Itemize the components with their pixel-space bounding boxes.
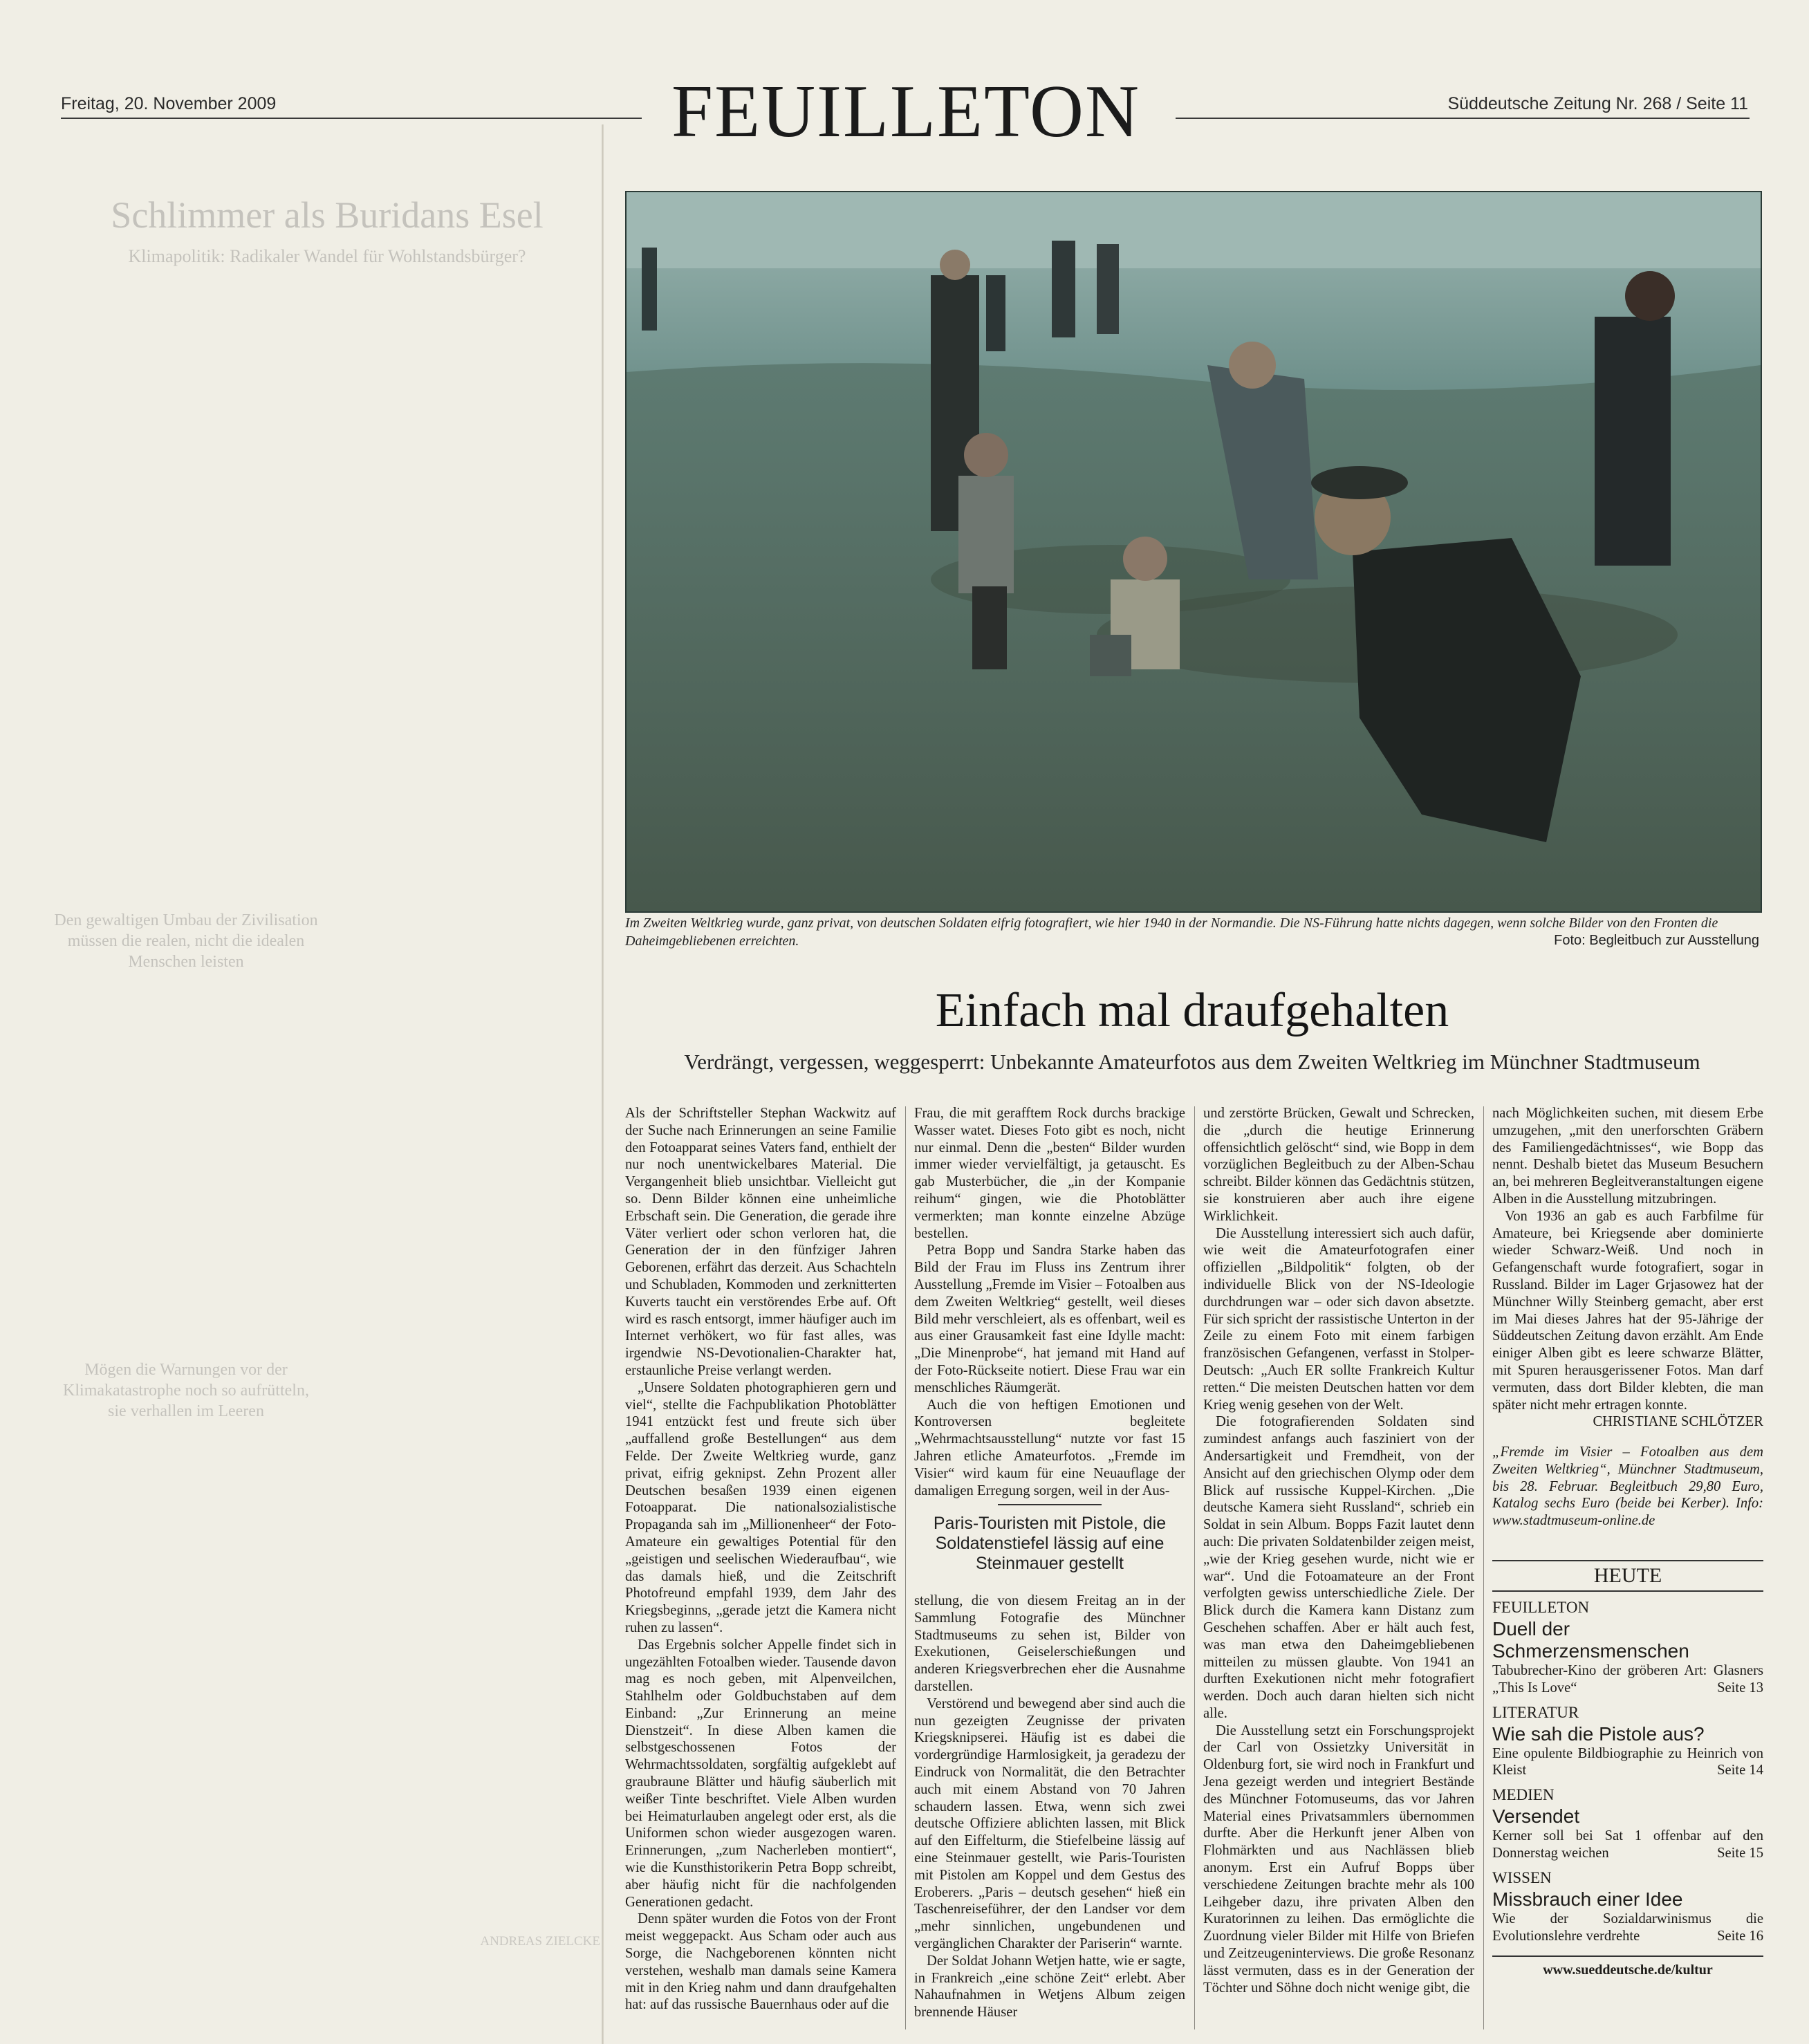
today-page: Seite 15 xyxy=(1717,1845,1763,1861)
left-page-column xyxy=(54,288,318,1949)
paragraph: Denn später wurden die Fotos von der Front meist weggepackt. Aus Scham oder auch aus Sorge, die Nachgeborenen könnten nicht verstehen, weshalb man damals seine Kamera mit in den Krieg nahm und dann draufgehalten hat: auf das russische Bauernhaus oder auf die xyxy=(625,1911,896,2013)
pullquote-rule xyxy=(998,1504,1102,1505)
article-column-2 xyxy=(914,1105,1185,1503)
today-desc: Wie der Sozialdarwinismus die Evolutionslehre verdrehte xyxy=(1492,1911,1763,1944)
today-item xyxy=(1492,1828,1763,1862)
paragraph: Das Ergebnis solcher Appelle findet sich in ungezählten Fotoalben wieder. Tausende davon mag es noch geben, mit Alpenveilchen, Stahlhelm oder Goldbuchstaben auf dem Einband: „Zur Erinnerung an meine Dienstzeit“. In diese Alben kamen die selbstgeschossenen Fotos der Wehrmachtssoldaten, sorgfältig aufgeklebt auf graubraune Blätter und häufig säuberlich mit weißer Tinte beschriftet. Viele Alben wurden bei Heimaturlauben angelegt oder erst, als die Uniformen schon wieder ausgezogen waren. Erinnerungen, „zum Nacherleben montiert“, wie die Kunsthistorikerin Petra Bopp schreibt, aber häufig nicht für die nachfolgenden Generationen gedacht. xyxy=(625,1637,896,1910)
left-page-pullquote: Mögen die Warnungen vor der Klimakatastrophe noch so aufrütteln, sie verhallen im Leeren xyxy=(63,1361,309,1420)
today-index xyxy=(1492,1560,1763,1978)
today-title: Missbrauch einer Idee xyxy=(1492,1888,1683,1910)
today-item xyxy=(1492,1745,1763,1780)
paragraph: Die Ausstellung setzt ein Forschungsprojekt der Carl von Ossietzky Universität in Oldenburg fort, sie wird noch in Frankfurt und Jena gezeigt werden und integriert Bestände des Münchner Fotomuseums, das vor Jahren Material eines Privatsammlers übernommen durfte. Aber die Herkunft jener Alben von Flohmärkten und aus Nachlässen blieb anonym. Erst ein Aufruf Bopps über verschiedene Zeitungen brachte mehr als 100 Leihgeber dazu, ihre privaten Alben den Kuratorinnen zu leihen. Das ermöglichte die Zuordnung vieler Bilder mit Hilfe von Briefen und Zeitzeugeninterviews. Die große Resonanz lässt vermuten, dass es in der Generation der Töchter und Söhne doch nicht wenige gibt, die xyxy=(1203,1722,1474,1996)
photo-caption: Im Zweiten Weltkrieg wurde, ganz privat, von deutschen Soldaten eifrig fotografiert, wie hier 1940 in der Normandie. Die NS-Führung hatte nichts dagegen, wenn solche Bilder von den Fronten die Daheimgebliebenen erreichten. xyxy=(625,916,1718,949)
paragraph: und zerstörte Brücken, Gewalt und Schrecken, die „durch die heutige Erinnerung offensichtlich gelöscht“ sind, wie Bopp in dem vorzüglichen Begleitbuch zu der Alben-Schau schreibt. Bilder können das Gedächtnis stützen, sie konstruieren aber auch ihre eigene Wirklichkeit. xyxy=(1203,1106,1474,1224)
today-desc: Tabubrecher-Kino der gröberen Art: Glasners „This Is Love“ xyxy=(1492,1663,1763,1695)
left-page-author: ANDREAS ZIELCKE xyxy=(480,1934,600,1949)
left-page-column xyxy=(336,288,600,1949)
paragraph: Die Ausstellung interessiert sich auch dafür, wie weit die Amateurfotografen einer offiziellen „Bildpolitik“ folgten, ob der individuelle Blick von der NS-Ideologie durchdrungen war – oder sich davon absetzte. Für sich spricht der rassistische Unterton in der Zeile zu einem Foto mit einem farbigen französischen Gefangenen, verfasst in Stolper-Deutsch: „Auch ER sollte Frankreich Kultur retten.“ Die meisten Deutschen hatten vor dem Krieg wenig gesehen von der Welt. xyxy=(1203,1225,1474,1413)
today-item xyxy=(1492,1662,1763,1697)
today-desc: Kerner soll bei Sat 1 offenbar auf den Donnerstag weichen xyxy=(1492,1828,1763,1861)
column-rule xyxy=(1194,1106,1195,2029)
exhibition-info: „Fremde im Visier – Fotoalben aus dem Zweiten Weltkrieg“, Münchner Stadtmuseum, bis 28. Februar. Begleitbuch 29,80 Euro, Katalog sechs Euro (beide bei Kerber). Info: www.stadtmuseum-online.de xyxy=(1492,1444,1763,1529)
paragraph: Verstörend und bewegend aber sind auch die nun gezeigten Zeugnisse der privaten Kriegsknipserei. Häufig ist es dabei die vordergründige Harmlosigkeit, ja geradezu der Eindruck von Normalität, die den Betrachter auch mit einem Abstand von 70 Jahren schaudern lassen. Etwa, wenn sich zwei deutsche Offiziere ablichten lassen, mit Blick auf den Eiffelturm, die Stiefelbeine lässig auf eine Steinmauer gestellt, wie Paris-Touristen mit Pistolen am Koppel und dem Gestus des Eroberers. „Paris – deutsch gesehen“ hieß ein Taschenreiseführer, der den Landser vor dem „mehr sinnlichen, ungebundenen und vergänglichen Charakter der Pariserin“ warnte. xyxy=(914,1695,1185,1951)
edition-info: Süddeutsche Zeitung Nr. 268 / Seite 11 xyxy=(1447,94,1748,113)
paragraph: Die fotografierenden Soldaten sind zumindest anfangs auch fasziniert von der Andersartigkeit und Fremdheit, von der Ansicht auf den griechischen Olymp oder dem Blick auf russische Kuppel-Kirchen. „Die deutsche Kamera sieht Russland“, schrieb ein Soldat in sein Album. Bopps Fazit lautet denn auch: Die privaten Soldatenbilder zeigen meist, „wie der Krieg gesehen wurde, nicht wie er war“. Und die Fotoamateure an der Front verfolgten gewiss unterschiedliche Ziele. Der Blick durch die Kamera kann Distanz zum Geschehen schaffen. Aber er hält auch fest, was man etwa den Daheimgebliebenen mitteilen zu müssen glaubte. Von 1941 an durften Exekutionen nicht mehr fotografiert werden. Doch auch daran hielten sich nicht alle. xyxy=(1203,1414,1474,1721)
article-photo xyxy=(625,191,1762,913)
section-masthead: FEUILLETON xyxy=(671,71,1140,153)
column-rule xyxy=(905,1106,906,2029)
page-fold xyxy=(602,124,604,2044)
article-author: CHRISTIANE SCHLÖTZER xyxy=(1593,1414,1763,1430)
beach-scene-illustration xyxy=(627,192,1761,911)
left-page-title: Schlimmer als Buridans Esel xyxy=(111,194,544,236)
today-section: FEUILLETON xyxy=(1492,1599,1590,1616)
today-section: MEDIEN xyxy=(1492,1786,1555,1804)
left-page-pullquote: Den gewaltigen Umbau der Zivilisation müssen die realen, nicht die idealen Menschen leisten xyxy=(54,911,318,971)
paragraph: nach Möglichkeiten suchen, mit diesem Erbe umzugehen, „mit den unerforschten Gräbern des Familiengedächtnisses“, wie Bopp das nennt. Deshalb bietet das Museum Besuchern an, bei mehreren Begleitveranstaltungen eigene Alben in die Ausstellung mitzubringen. xyxy=(1492,1106,1763,1207)
today-section: WISSEN xyxy=(1492,1868,1552,1886)
paragraph: Auch die von heftigen Emotionen und Kontroversen begleitete „Wehrmachtsausstellung“ nutzte vor fast 15 Jahren etliche Amateurfotos. „Fremde im Visier“ wird kaum für eine Neuauflage der damaligen Erregung sorgen, weil in der Aus- xyxy=(914,1397,1185,1498)
photo-credit: Foto: Begleitbuch zur Ausstellung xyxy=(1554,933,1759,948)
today-page: Seite 16 xyxy=(1717,1928,1763,1944)
paragraph: Der Soldat Johann Wetjen hatte, wie er sagte, in Frankreich „eine schöne Zeit“ erlebt. Aber Nahaufnahmen in Wetjens Album zeigen brennende Häuser xyxy=(914,1953,1185,2020)
paragraph: „Unsere Soldaten photographieren gern und viel“, stellte die Fachpublikation Photoblätter 1941 entzückt fest und freute sich über „auffallend große Bestellungen“ aus dem Felde. Der Zweite Weltkrieg wurde, ganz privat, eifrig geknipst. Zehn Prozent aller Deutschen besaßen 1939 einen eigenen Fotoapparat. Die nationalsozialistische Propaganda sah im „Millionenheer“ der Foto-Amateure ein gewaltiges Potential für den „geistigen und seelischen Wiederaufbau“, wie das damals hieß, und die Zeitschrift Photofreund empfahl 1939, dem Jahr des Kriegsbeginns, „gerade jetzt die Kamera nicht ruhen zu lassen“. xyxy=(625,1379,896,1635)
article-pullquote xyxy=(914,1504,1185,1574)
article-subheadline: Verdrängt, vergessen, weggesperrt: Unbekannte Amateurfotos aus dem Zweiten Weltkrieg im Münchner Stadtmuseum xyxy=(684,1050,1700,1074)
left-page-subtitle: Klimapolitik: Radikaler Wandel für Wohlstandsbürger? xyxy=(128,246,526,266)
today-page: Seite 13 xyxy=(1717,1680,1763,1695)
paragraph: Frau, die mit gerafftem Rock durchs brackige Wasser watet. Dieses Foto gibt es noch, nicht nur einmal. Denn die „besten“ Bilder wurden immer wieder vervielfältigt, ja getauscht. Es gab Musterbücher, die „in der Kompanie reihum“ gingen, wie die Photoblätter vermerkten; man konnte einzelne Abzüge bestellen. xyxy=(914,1106,1185,1241)
today-label: HEUTE xyxy=(1492,1560,1763,1592)
today-title: Versendet xyxy=(1492,1805,1580,1828)
article-headline: Einfach mal draufgehalten xyxy=(935,984,1449,1037)
kultur-link[interactable]: www.sueddeutsche.de/kultur xyxy=(1492,1955,1763,1978)
header-rule-right xyxy=(1176,118,1750,119)
article-column-1 xyxy=(625,1105,896,2032)
today-page: Seite 14 xyxy=(1717,1763,1763,1778)
column-rule xyxy=(1483,1106,1484,2029)
today-desc: Eine opulente Bildbiographie zu Heinrich von Kleist xyxy=(1492,1745,1763,1778)
pullquote-text: Paris-Touristen mit Pistole, die Soldatenstiefel lässig auf eine Steinmauer gestellt xyxy=(933,1514,1167,1573)
article-column-2-continued xyxy=(914,1592,1185,2032)
today-title: Duell der Schmerzensmenschen xyxy=(1492,1618,1689,1662)
paragraph: Als der Schriftsteller Stephan Wackwitz auf der Suche nach Erinnerungen an seine Familie den Fotoapparat seines Vaters fand, enthielt der nur noch unentwickelbares Material. Die Vergangenheit blieb unsichtbar. Vielleicht gut so. Denn Bilder können eine unheimliche Erbschaft sein. Die Generation, die gerade ihre Väter verliert oder schon verloren hat, die Generation der in den fünfziger Jahren Geborenen, erfährt das derzeit. Aus Schachteln und Schubladen, Kommoden und zerknitterten Kuverts taucht ein verstörendes Erbe auf. Oft wird es rasch entsorgt, immer häufiger auch im Internet verhökert, wo für fast alles, was irgendwie NS-Devotionalien-Charakter hat, erstaunliche Preise verlangt werden. xyxy=(625,1106,896,1378)
article-column-3 xyxy=(1203,1105,1474,2032)
today-section: LITERATUR xyxy=(1492,1703,1579,1721)
header-rule-left xyxy=(61,118,642,119)
left-page-faded xyxy=(54,138,600,2033)
paragraph: stellung, die von diesem Freitag an in der Sammlung Fotografie des Münchner Stadtmuseums zu sehen ist, Bilder von Exekutionen, Geiselerschießungen und anderen Kriegsverbrechen eher die Ausnahme darstellen. xyxy=(914,1593,1185,1694)
paragraph: Von 1936 an gab es auch Farbfilme für Amateure, bei Kriegsende aber dominierte wieder Schwarz-Weiß. Und noch in Gefangenschaft wurde fotografiert, sogar in Russland. Bilder im Lager Grjasowez hat der Münchner Willy Steinberg gemacht, aber erst im Mai dieses Jahres hat der 95-Jährige der Süddeutschen Zeitung davon erzählt. Am Ende einiger Alben gibt es leere schwarze Blätter, mit Spuren herausgerissener Fotos. Man darf vermuten, dass dort Bilder klebten, die man später nicht mehr ertragen konnte. xyxy=(1492,1208,1763,1413)
today-item xyxy=(1492,1911,1763,1945)
paragraph: Petra Bopp und Sandra Starke haben das Bild der Frau im Fluss ins Zentrum ihrer Ausstellung „Fremde im Visier – Fotoalben aus dem Zweiten Weltkrieg“ gestellt, weil dieses Bild mehr verschleiert, als es offenbart, weil es aus einer Grausamkeit fast eine Idylle macht: „Die Minenprobe“, hat jemand mit Hand auf der Foto-Rückseite notiert. Diese Frau war ein menschliches Räumgerät. xyxy=(914,1243,1185,1395)
today-title: Wie sah die Pistole aus? xyxy=(1492,1722,1705,1745)
issue-date: Freitag, 20. November 2009 xyxy=(61,94,277,113)
